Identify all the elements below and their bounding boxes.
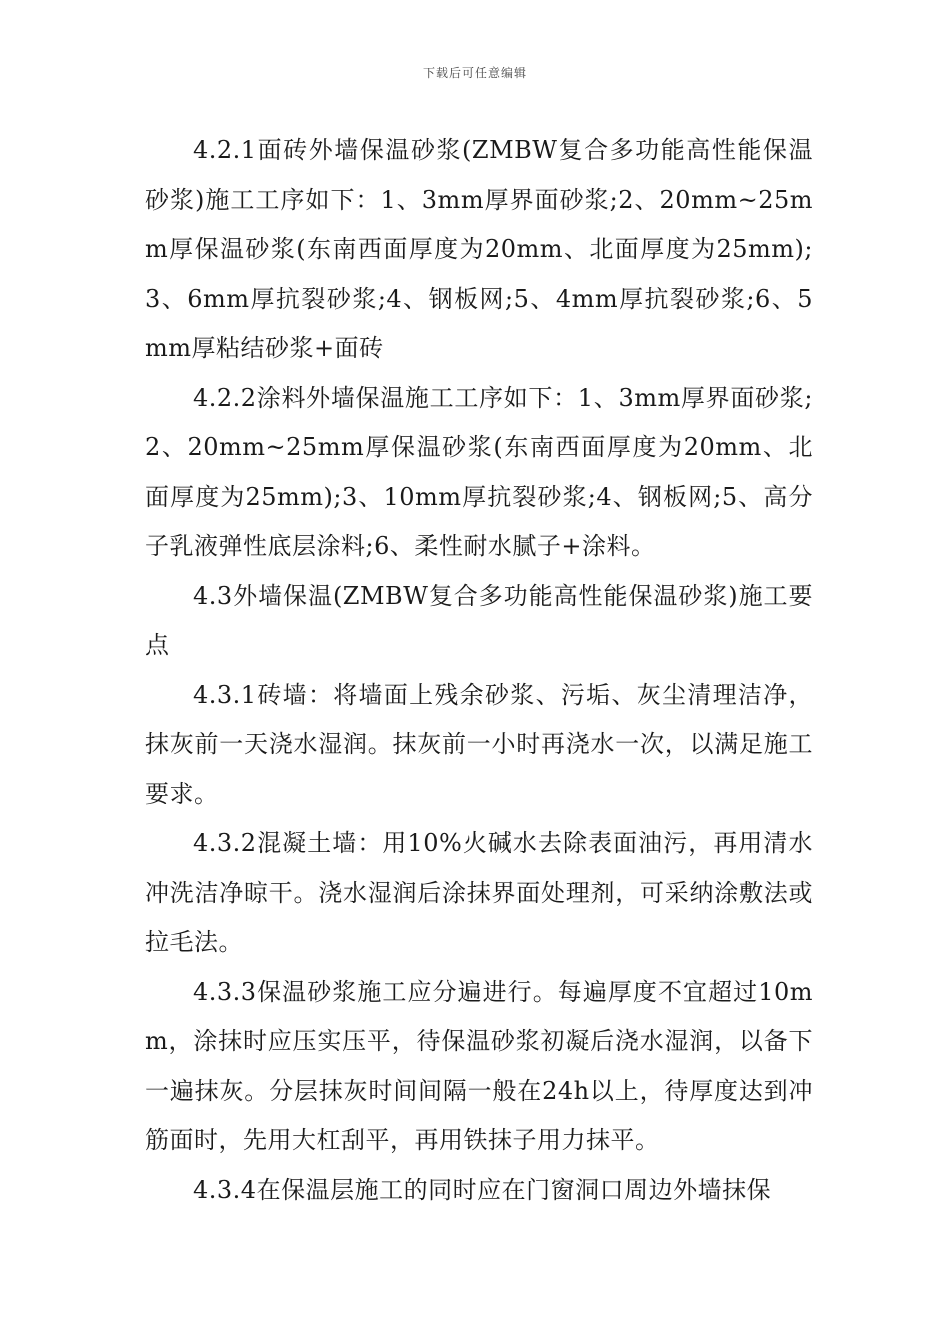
paragraph-4-3-2: 4.3.2混凝土墙：用10%火碱水去除表面油污，再用清水冲洗洁净晾干。浇水湿润后涂抹界面处理剂，可采纳涂敷法或拉毛法。 [145,829,813,956]
page-header-note: 下载后可任意编辑 [422,66,527,80]
document-body [145,126,813,1215]
paragraph-4-2-2: 4.2.2涂料外墙保温施工工序如下：1、3mm厚界面砂浆;2、20mm~25mm厚保温砂浆(东南西面厚度为20mm、北面厚度为25mm);3、10mm厚抗裂砂浆;4、钢板网;5、高分子乳液弹性底层涂料;6、柔性耐水腻子+涂料。 [145,383,813,560]
paragraph-4-3-1: 4.3.1砖墙：将墙面上残余砂浆、污垢、灰尘清理洁净，抹灰前一天浇水湿润。抹灰前一小时再浇水一次，以满足施工要求。 [145,680,813,808]
paragraph-4-3: 4.3外墙保温(ZMBW复合多功能高性能保温砂浆)施工要点 [145,581,813,659]
paragraph-4-2-1: 4.2.1面砖外墙保温砂浆(ZMBW复合多功能高性能保温砂浆)施工工序如下：1、3mm厚界面砂浆;2、20mm~25mm厚保温砂浆(东南西面厚度为20mm、北面厚度为25mm);3、6mm厚抗裂砂浆;4、钢板网;5、4mm厚抗裂砂浆;6、5mm厚粘结砂浆+面砖 [145,136,813,362]
paragraph-4-3-4: 4.3.4在保温层施工的同时应在门窗洞口周边外墙抹保 [193,1175,772,1204]
paragraph-4-3-3: 4.3.3保温砂浆施工应分遍进行。每遍厚度不宜超过10mm，涂抹时应压实压平，待保温砂浆初凝后浇水湿润，以备下一遍抹灰。分层抹灰时间间隔一般在24h以上，待厚度达到冲筋面时，先用大杠刮平，再用铁抹子用力抹平。 [145,977,813,1154]
